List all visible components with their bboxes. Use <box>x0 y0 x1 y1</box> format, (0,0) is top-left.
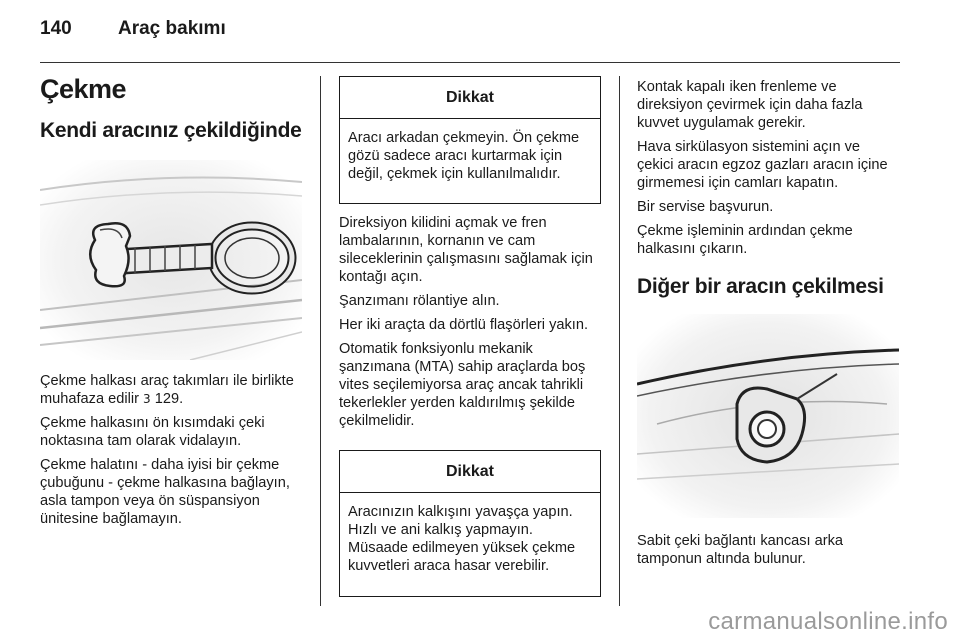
stowage-text: Çekme halkası araç takımları ile birlikte muhafaza edilir <box>40 373 294 407</box>
fixed-hook-caption: Sabit çeki bağlantı kancası arka tamponun altında bulunur. <box>637 533 844 567</box>
watermark: carmanualsonline.info <box>708 608 948 635</box>
braking-paragraph: Kontak kapalı iken frenleme ve direksiyon çevirmek için daha fazla kuvvet uygulamak gerekir. <box>637 79 863 131</box>
section-title: Araç bakımı <box>118 18 226 39</box>
mta-paragraph: Otomatik fonksiyonlu mekanik şanzımana (MTA) sahip araçlarda boş vites seçilemiyorsa araç ancak tahrikli tekerlekler yerden kaldırılmış şekilde çekilmelidir. <box>339 341 586 429</box>
page-reference-icon[interactable]: 3 <box>143 392 151 406</box>
attach-rope-paragraph: Çekme halatını - daha iyisi bir çekme çubuğunu - çekme halkasına bağlayın, asla tampon veya ön süspansiyon ünitesine bağlamayın. <box>40 457 290 527</box>
screw-in-paragraph: Çekme halkasını ön kısımdaki çeki noktasına tam olarak vidalayın. <box>40 415 265 449</box>
workshop-paragraph: Bir servise başvurun. <box>637 199 774 215</box>
column-divider-2 <box>619 76 620 606</box>
caution-box-2 <box>339 450 601 597</box>
caution-box-2-body: Aracınızın kalkışını yavaşça yapın. Hızlı ve ani kalkış yapmayın. Müsaade edilmeyen yüksek çekme kuvvetleri araca hasar verebilir. <box>348 504 576 574</box>
caution-box-2-title: Dikkat <box>340 451 600 493</box>
tow-eye-illustration <box>40 160 302 360</box>
rear-tow-hook-illustration <box>637 314 899 518</box>
column-divider-1 <box>320 76 321 606</box>
hazard-lights-paragraph: Her iki araçta da dörtlü flaşörleri yakın. <box>339 317 589 333</box>
tow-eye-photo <box>40 160 302 360</box>
caution-box-1 <box>339 76 601 204</box>
stowage-paragraph <box>40 372 310 408</box>
rear-tow-hook-photo <box>637 314 899 518</box>
page-heading: Çekme <box>40 74 127 104</box>
neutral-paragraph: Şanzımanı rölantiye alın. <box>339 293 500 309</box>
caution-box-1-body: Aracı arkadan çekmeyin. Ön çekme gözü sadece aracı kurtarmak için değil, çekmek için kullanılmalıdır. <box>348 130 580 182</box>
air-recirculation-paragraph: Hava sirkülasyon sistemini açın ve çekici aracın egzoz gazları aracın içine girmemesi için camları kapatın. <box>637 139 888 191</box>
caution-box-1-title: Dikkat <box>340 77 600 119</box>
page-reference-number[interactable]: 129. <box>154 391 184 407</box>
remove-eye-paragraph: Çekme işleminin ardından çekme halkasını çıkarın. <box>637 223 853 257</box>
page-number: 140 <box>40 18 72 39</box>
ignition-paragraph: Direksiyon kilidini açmak ve fren lambalarının, kornanın ve cam sileceklerinin çalışmasını sağlamak için kontağı açın. <box>339 215 593 285</box>
header-divider <box>40 62 900 63</box>
subheading-own-vehicle-towed: Kendi aracınız çekildiğinde <box>40 119 302 142</box>
subheading-towing-other-vehicle: Diğer bir aracın çekilmesi <box>637 275 884 298</box>
